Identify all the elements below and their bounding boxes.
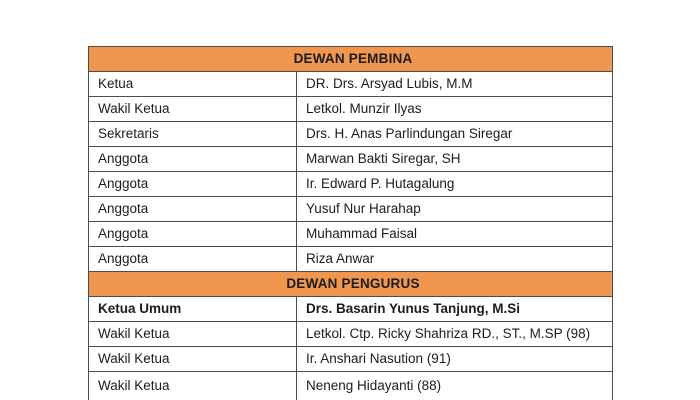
section-header-row	[89, 47, 613, 72]
org-table-body	[89, 47, 613, 400]
table-row	[89, 372, 613, 400]
role-cell: Wakil Ketua	[89, 97, 297, 122]
table-row	[89, 347, 613, 372]
table-row	[89, 197, 613, 222]
table-row	[89, 97, 613, 122]
name-cell: Ir. Edward P. Hutagalung	[297, 172, 613, 197]
role-cell: Wakil Ketua	[89, 322, 297, 347]
role-cell: Sekretaris	[89, 122, 297, 147]
table-row	[89, 147, 613, 172]
section-header: DEWAN PENGURUS	[89, 272, 613, 297]
role-cell: Anggota	[89, 147, 297, 172]
table-row	[89, 172, 613, 197]
role-cell: Ketua Umum	[89, 297, 297, 322]
section-header-row	[89, 272, 613, 297]
name-cell: Letkol. Ctp. Ricky Shahriza RD., ST., M.SP (98)	[297, 322, 613, 347]
name-cell: Marwan Bakti Siregar, SH	[297, 147, 613, 172]
table-row	[89, 297, 613, 322]
table-row	[89, 222, 613, 247]
table-row	[89, 322, 613, 347]
name-cell: Drs. Basarin Yunus Tanjung, M.Si	[297, 297, 613, 322]
name-cell: DR. Drs. Arsyad Lubis, M.M	[297, 72, 613, 97]
table-row	[89, 72, 613, 97]
table-row	[89, 122, 613, 147]
table-row	[89, 247, 613, 272]
name-cell: Muhammad Faisal	[297, 222, 613, 247]
name-cell: Neneng Hidayanti (88)	[297, 372, 613, 400]
name-cell: Ir. Anshari Nasution (91)	[297, 347, 613, 372]
role-cell: Anggota	[89, 222, 297, 247]
name-cell: Riza Anwar	[297, 247, 613, 272]
section-header: DEWAN PEMBINA	[89, 47, 613, 72]
name-cell: Drs. H. Anas Parlindungan Siregar	[297, 122, 613, 147]
org-structure-table	[88, 46, 613, 400]
role-cell: Wakil Ketua	[89, 372, 297, 400]
name-cell: Letkol. Munzir Ilyas	[297, 97, 613, 122]
name-cell: Yusuf Nur Harahap	[297, 197, 613, 222]
role-cell: Anggota	[89, 197, 297, 222]
role-cell: Anggota	[89, 172, 297, 197]
role-cell: Ketua	[89, 72, 297, 97]
role-cell: Wakil Ketua	[89, 347, 297, 372]
role-cell: Anggota	[89, 247, 297, 272]
